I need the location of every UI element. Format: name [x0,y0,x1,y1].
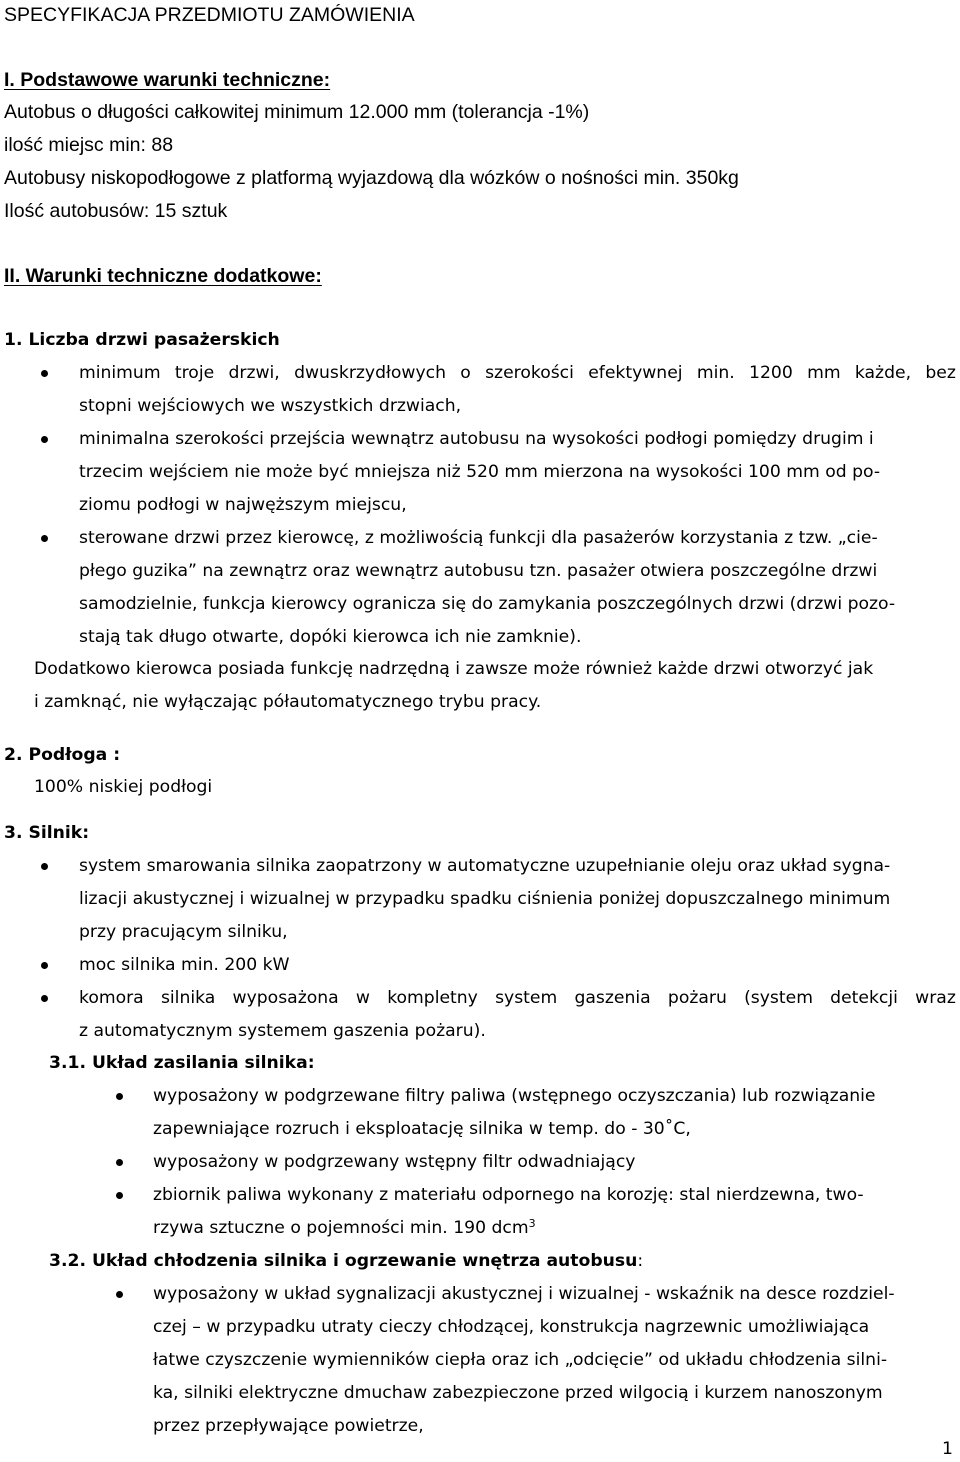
word: gaszenia [574,988,651,1008]
list-item-line: wyposażony w podgrzewany wstępny filtr odwadniający [153,1152,636,1172]
page-number: 1 [942,1439,953,1459]
word: (system [744,988,813,1008]
bullet-icon [116,1093,123,1100]
word: 1200 [749,363,793,383]
bullet-icon [41,962,48,969]
superscript: 3 [528,1217,536,1230]
list-item-line: wyposażony w układ sygnalizacji akustycznej i wizualnej - wskaźnik na desce rozdziel- [153,1284,895,1304]
word: efektywnej [588,363,683,383]
bullet-icon [41,436,48,443]
list-item-line: stają tak długo otwarte, dopóki kierowca ich nie zamknie). [79,627,582,647]
list-item-line: moc silnika min. 200 kW [79,955,290,975]
list-item-line: samodzielnie, funkcja kierowcy ogranicza się do zamykania poszczególnych drzwi (drzwi pozo- [79,594,896,614]
sec1-line: ilość miejsc min: 88 [4,134,174,156]
subsection-1-heading: 1. Liczba drzwi pasażerskich [4,330,280,350]
word: kompletny [387,988,478,1008]
list-item-line: stopni wejściowych we wszystkich drzwiach, [79,396,462,416]
heading-colon: : [637,1251,644,1271]
section-2-heading: II. Warunki techniczne dodatkowe: [4,265,322,287]
word: minimum [79,363,161,383]
list-item-line: ziomu podłogi w najwęższym miejscu, [79,495,407,515]
list-item-line: wyposażony w podgrzewane filtry paliwa (wstępnego oczyszczania) lub rozwiązanie [153,1086,876,1106]
sec1-line: Autobus o długości całkowitej minimum 12.000 mm (tolerancja -1%) [4,101,590,123]
bullet-icon [116,1192,123,1199]
list-item-line [79,985,956,1011]
list-item-line: przy pracującym silniku, [79,922,288,942]
word: wyposażona [232,988,339,1008]
list-item-line: z automatycznym systemem gaszenia pożaru). [79,1021,486,1041]
word: pożaru [667,988,727,1008]
list-item-line: czej – w przypadku utraty cieczy chłodzącej, konstrukcja nagrzewnic umożliwiająca [153,1317,870,1337]
list-item-line [153,1215,536,1241]
bullet-icon [41,370,48,377]
list-item-line: zapewniające rozruch i eksploatację silnika w temp. do - 30˚C, [153,1119,691,1139]
list-item-line [79,360,956,386]
sec1-line: Autobusy niskopodłogowe z platformą wyjazdową dla wózków o nośności min. 350kg [4,167,739,189]
bullet-icon [41,863,48,870]
list-item-line: system smarowania silnika zaopatrzony w automatyczne uzupełnianie oleju oraz układ sygna- [79,856,891,876]
subsection-2-heading: 2. Podłoga : [4,745,121,765]
sec1-line: Ilość autobusów: 15 sztuk [4,200,228,222]
word: min. [696,363,735,383]
section-1-heading: I. Podstawowe warunki techniczne: [4,69,331,91]
bullet-icon [41,535,48,542]
word: drzwi, [228,363,280,383]
list-item-line: trzecim wejściem nie może być mniejsza niż 520 mm mierzona na wysokości 100 mm od po- [79,462,881,482]
word: o [460,363,471,383]
list-item-line: łatwe czyszczenie wymienników ciepła oraz ich „odcięcie” od układu chłodzenia silni- [153,1350,888,1370]
word: komora [79,988,144,1008]
list-item-line: sterowane drzwi przez kierowcę, z możliwością funkcji dla pasażerów korzystania z tzw. „cie- [79,528,878,548]
word: wraz [915,988,956,1008]
word: system [495,988,558,1008]
word: w [355,988,370,1008]
paragraph-line: i zamknąć, nie wyłączając półautomatycznego trybu pracy. [34,692,542,712]
word: szerokości [485,363,574,383]
list-item-line: zbiornik paliwa wykonany z materiału odpornego na korozję: stal nierdzewna, two- [153,1185,864,1205]
word: każde, [854,363,912,383]
list-item-line: płego guzika” na zewnątrz oraz wewnątrz autobusu tzn. pasażer otwiera poszczególne drzwi [79,561,878,581]
word: troje [174,363,215,383]
paragraph-line: 100% niskiej podłogi [34,777,213,797]
text-run: rzywa sztuczne o pojemności min. 190 dcm [153,1218,529,1238]
word: bez [925,363,956,383]
subsection-3-1-heading: 3.1. Układ zasilania silnika: [49,1053,315,1073]
document-title: SPECYFIKACJA PRZEDMIOTU ZAMÓWIENIA [4,4,415,26]
bullet-icon [41,995,48,1002]
word: dwuskrzydłowych [294,363,446,383]
heading-text: 3.2. Układ chłodzenia silnika i ogrzewanie wnętrza autobusu [49,1251,638,1271]
list-item-line: przez przepływające powietrze, [153,1416,424,1436]
subsection-3-heading: 3. Silnik: [4,823,90,843]
paragraph-line: Dodatkowo kierowca posiada funkcję nadrzędną i zawsze może również każde drzwi otworzyć jak [34,659,874,679]
bullet-icon [116,1291,123,1298]
word: silnika [160,988,216,1008]
list-item-line: minimalna szerokości przejścia wewnątrz autobusu na wysokości podłogi pomiędzy drugim i [79,429,874,449]
list-item-line: lizacji akustycznej i wizualnej w przypadku spadku ciśnienia poniżej dopuszczalnego minimum [79,889,891,909]
list-item-line: ka, silniki elektryczne dmuchaw zabezpieczone przed wilgocią i kurzem nanoszonym [153,1383,883,1403]
subsection-3-2-heading [49,1248,643,1274]
word: detekcji [830,988,898,1008]
bullet-icon [116,1159,123,1166]
word: mm [807,363,841,383]
